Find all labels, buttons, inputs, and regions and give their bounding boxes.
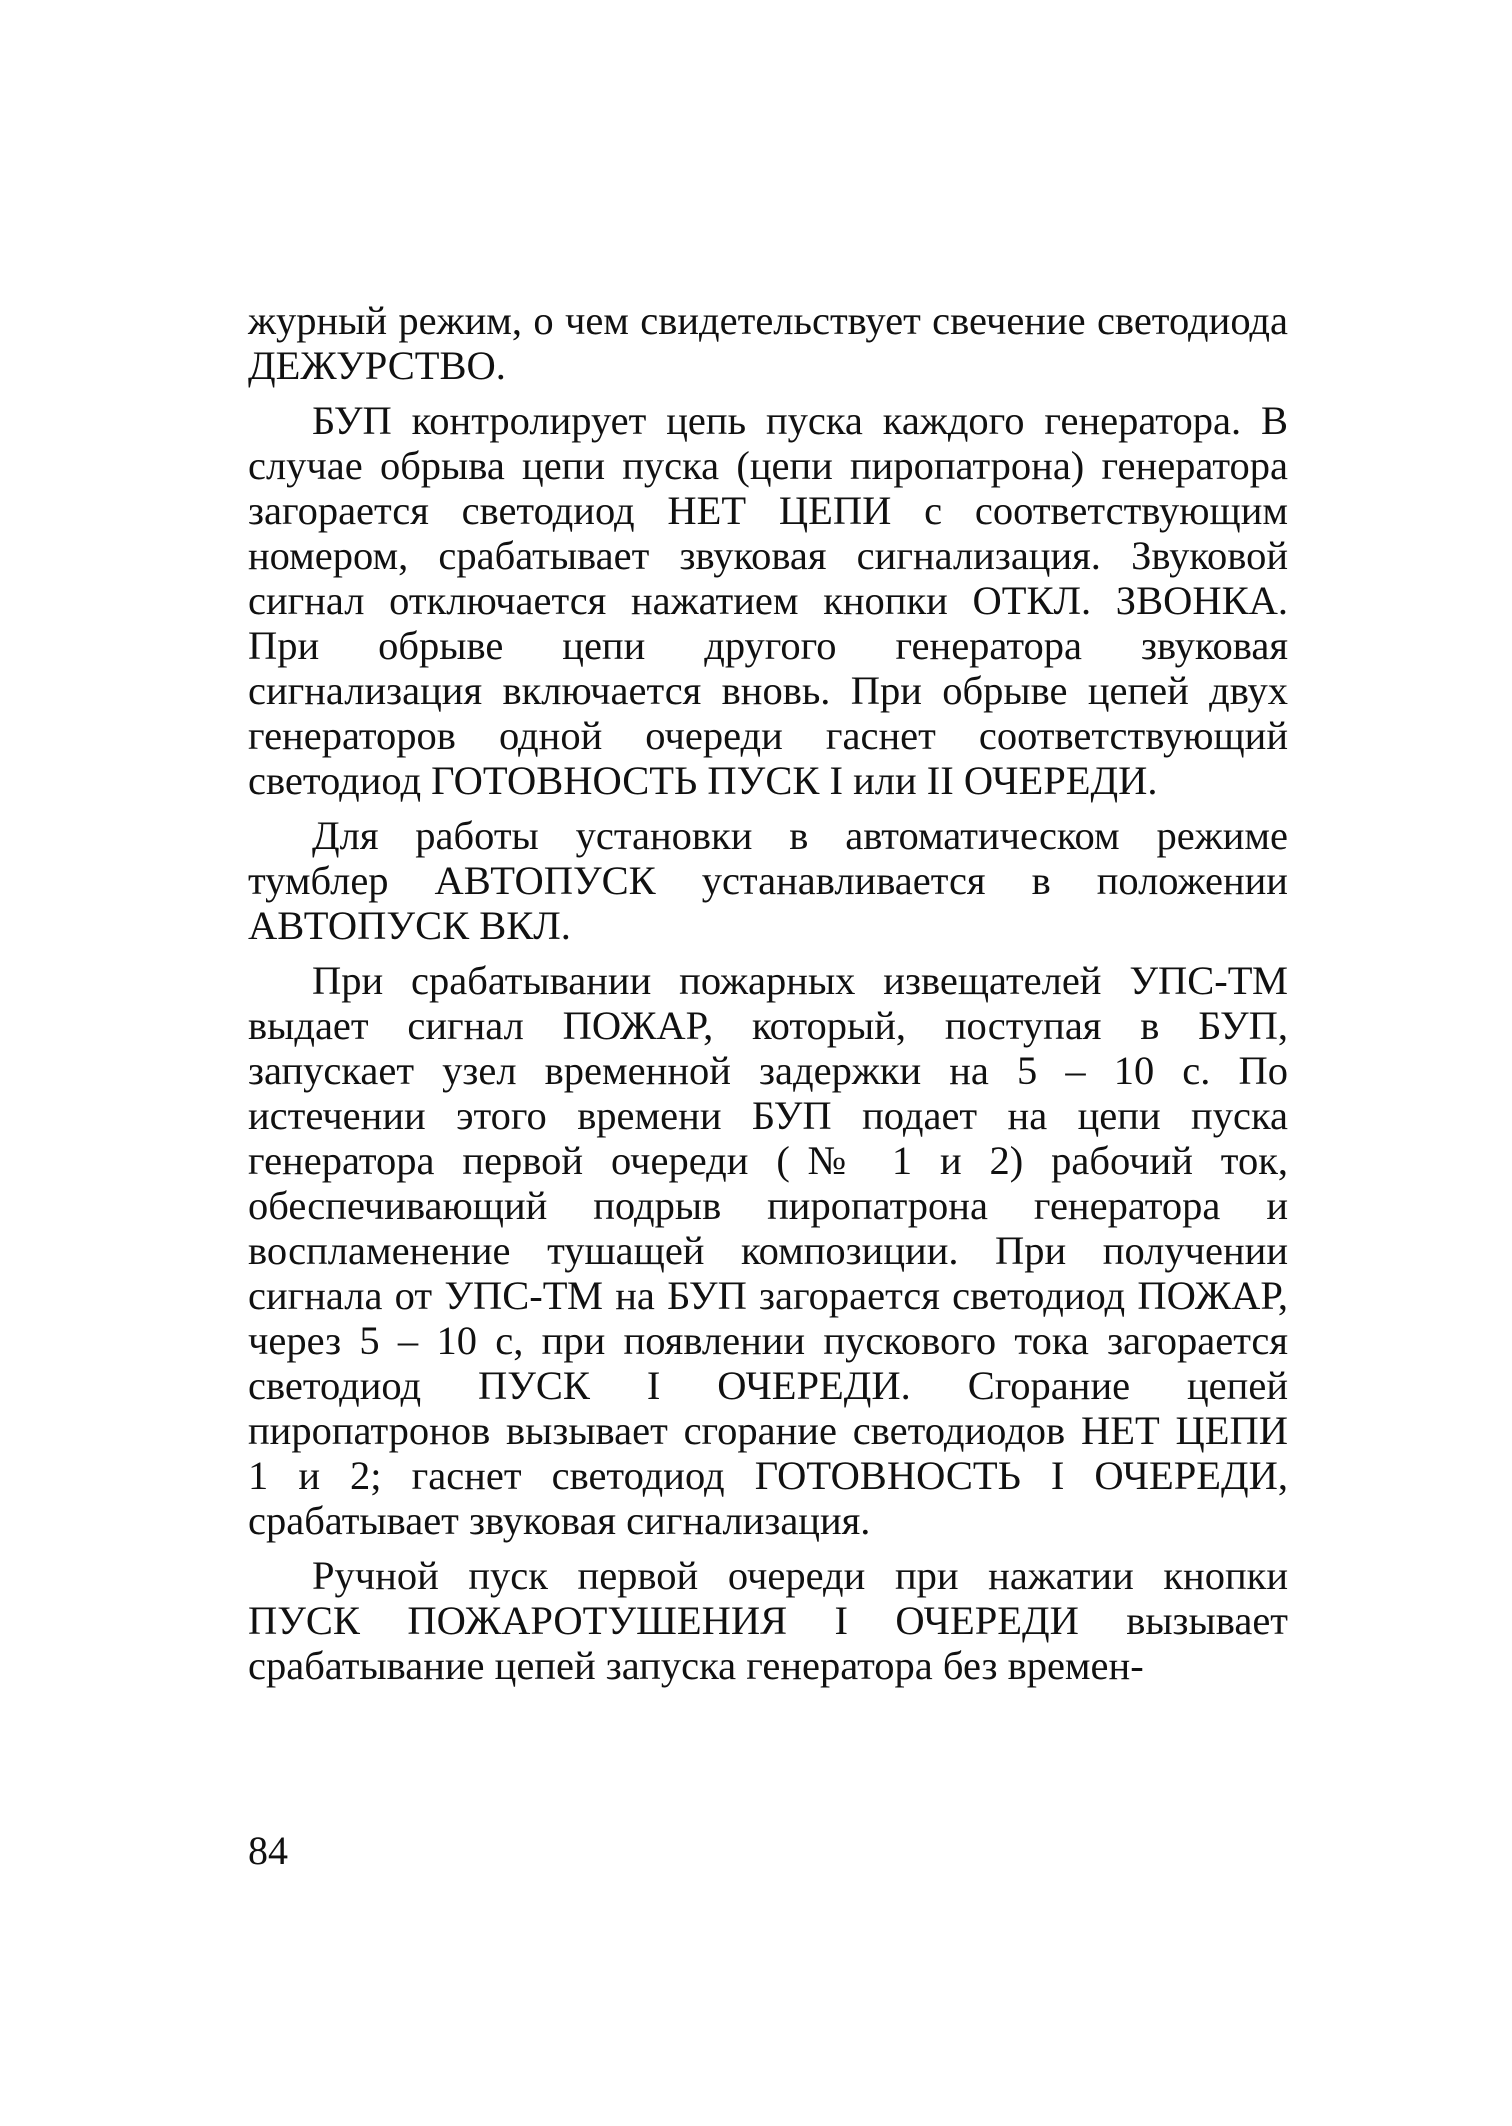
paragraph-continued: журный режим, о чем свидетельствует свечение светодиода ДЕЖУРСТВО. <box>248 298 1288 388</box>
paragraph-automatic-mode: Для работы установки в автоматическом режиме тумблер АВТОПУСК устанавливается в положении АВТОПУСК ВКЛ. <box>248 813 1288 948</box>
paragraph-manual-launch: Ручной пуск первой очереди при нажатии кнопки ПУСК ПОЖАРОТУШЕНИЯ I ОЧЕРЕДИ вызывает срабатывание цепей запуска генератора без времен- <box>248 1553 1288 1688</box>
body-text <box>248 298 1288 1698</box>
paragraph-bup-circuit-control: БУП контролирует цепь пуска каждого генератора. В случае обрыва цепи пуска (цепи пиропатрона) генератора загорается светодиод НЕТ ЦЕПИ с соответствующим номером, срабатывает звуковая сигнализация. Звуковой сигнал отключается нажатием кнопки ОТКЛ. ЗВОНКА. При обрыве цепи другого генератора звуковая сигнализация включается вновь. При обрыве цепей двух генераторов одной очереди гаснет соответствующий светодиод ГОТОВНОСТЬ ПУСК I или II ОЧЕРЕДИ. <box>248 398 1288 803</box>
paragraph-fire-detection: При срабатывании пожарных извещателей УПС-ТМ выдает сигнал ПОЖАР, который, поступая в БУП, запускает узел временной задержки на 5 – 10 с. По истечении этого времени БУП подает на цепи пуска генератора первой очереди (№ 1 и 2) рабочий ток, обеспечивающий подрыв пиропатрона генератора и воспламенение тушащей композиции. При получении сигнала от УПС-ТМ на БУП загорается светодиод ПОЖАР, через 5 – 10 с, при появлении пускового тока загорается светодиод ПУСК I ОЧЕРЕДИ. Сгорание цепей пиропатронов вызывает сгорание светодиодов НЕТ ЦЕПИ 1 и 2; гаснет светодиод ГОТОВНОСТЬ I ОЧЕРЕДИ, срабатывает звуковая сигнализация. <box>248 958 1288 1543</box>
page-number: 84 <box>248 1828 288 1873</box>
